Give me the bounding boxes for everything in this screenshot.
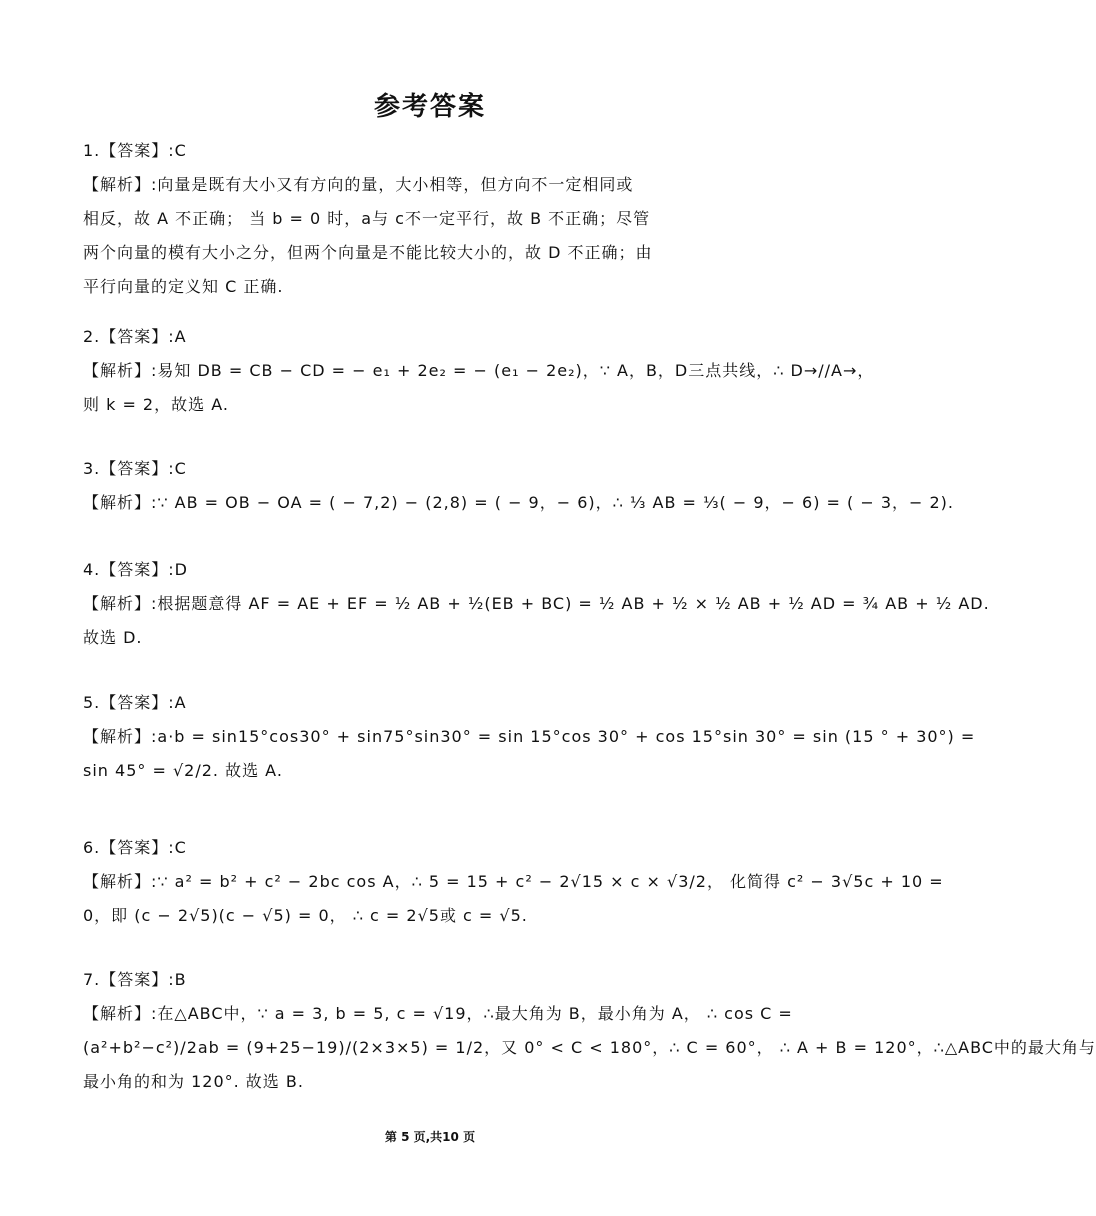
page-footer: 第 5 页,共10 页 xyxy=(384,1130,476,1144)
analysis-line: 0，即 (c − 2√5)(c − √5) = 0， ∴ c = 2√5或 c = √5. xyxy=(83,906,528,925)
analysis-line: 【解析】:∵ a² = b² + c² − 2bc cos A，∴ 5 = 15 + c² − 2√15 × c × √3/2， 化简得 c² − 3√5c + 10 = xyxy=(83,872,944,891)
analysis-line: 【解析】:向量是既有大小又有方向的量，大小相等，但方向不一定相同或 xyxy=(83,175,634,194)
analysis-line: 最小角的和为 120°. 故选 B. xyxy=(83,1072,304,1091)
page-title: 参考答案 xyxy=(373,92,486,122)
answer-line: 4.【答案】:D xyxy=(83,560,188,579)
answer-item-6 xyxy=(83,838,944,940)
answer-item-7 xyxy=(83,970,1096,1106)
analysis-line: 故选 D. xyxy=(83,628,143,647)
analysis-line: 【解析】:在△ABC中，∵ a = 3, b = 5, c = √19，∴最大角为 B，最小角为 A， ∴ cos C = xyxy=(83,1004,793,1023)
analysis-line: 相反，故 A 不正确； 当 b = 0 时，a与 c不一定平行，故 B 不正确；尽管 xyxy=(83,209,651,228)
analysis-line: 【解析】:根据题意得 AF = AE + EF = ½ AB + ½(EB + BC) = ½ AB + ½ × ½ AB + ½ AD = ¾ AB + ½ AD. xyxy=(83,594,990,613)
answer-line: 6.【答案】:C xyxy=(83,838,187,857)
answer-line: 5.【答案】:A xyxy=(83,693,187,712)
answer-item-5 xyxy=(83,693,976,795)
analysis-line: 平行向量的定义知 C 正确. xyxy=(83,277,284,296)
answer-line: 7.【答案】:B xyxy=(83,970,187,989)
answer-item-4 xyxy=(83,560,990,662)
analysis-line: 【解析】:易知 DB = CB − CD = − e₁ + 2e₂ = − (e₁ − 2e₂)，∵ A，B，D三点共线，∴ D→//A→， xyxy=(83,361,875,380)
analysis-line: 【解析】:a·b = sin15°cos30° + sin75°sin30° = sin 15°cos 30° + cos 15°sin 30° = sin (15 ° + 30°) = xyxy=(83,727,976,746)
analysis-line: 则 k = 2，故选 A. xyxy=(83,395,229,414)
answer-line: 2.【答案】:A xyxy=(83,327,187,346)
answer-item-1 xyxy=(83,141,783,311)
answer-item-3 xyxy=(83,459,955,527)
analysis-line: (a²+b²−c²)/2ab = (9+25−19)/(2×3×5) = 1/2，又 0° < C < 180°，∴ C = 60°， ∴ A + B = 120°，∴△ABC中的最大角与 xyxy=(83,1038,1096,1057)
answer-line: 3.【答案】:C xyxy=(83,459,187,478)
analysis-line: sin 45° = √2/2. 故选 A. xyxy=(83,761,283,780)
analysis-line: 两个向量的模有大小之分，但两个向量是不能比较大小的，故 D 不正确；由 xyxy=(83,243,653,262)
analysis-line: 【解析】:∵ AB = OB − OA = ( − 7,2) − (2,8) = ( − 9，− 6)，∴ ⅓ AB = ⅓( − 9，− 6) = ( − 3，− 2). xyxy=(83,493,955,512)
answer-line: 1.【答案】:C xyxy=(83,141,187,160)
answer-item-2 xyxy=(83,327,875,429)
